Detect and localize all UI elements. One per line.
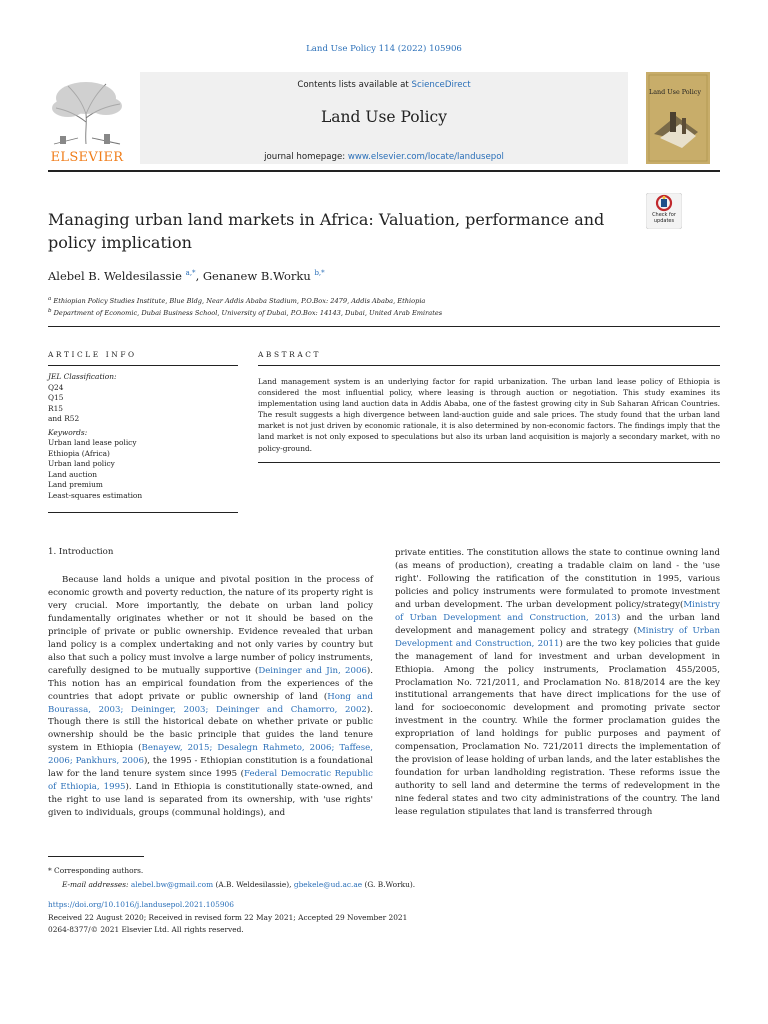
article-info-heading: ARTICLE INFO [48, 350, 137, 359]
affiliation-b [48, 308, 442, 317]
check-for-updates-line2: updates [653, 217, 675, 224]
citation-link[interactable]: Deininger and Jin, 2006 [258, 665, 367, 676]
contents-prefix: Contents lists available at [297, 80, 412, 90]
article-info-list [48, 372, 142, 501]
body-text: private entities. The constitution allows the state to continue owning land (as means of production), creating a tradable claim on land - the 'use right'. Following the ratification of the constitution in 1995, various policies and policy instruments were formulated to promote investment and urban development. The urban development policy/strategy( [395, 548, 720, 610]
journal-title: Land Use Policy [321, 108, 447, 126]
corresponding-author-note: * Corresponding authors. [48, 866, 144, 875]
affiliation-a-text: Ethiopian Policy Studies Institute, Blue Bldg, Near Addis Ababa Stadium, P.O.Box: 2479, Addis Ababa, Ethiopia [53, 297, 426, 305]
affiliation-a [48, 296, 425, 305]
body-text: ). Though there is still the historical debate on whether private or public ownership should be the basic principle that guides the land tenure system in Ethiopia ( [48, 704, 373, 754]
doi-link[interactable]: https://doi.org/10.1016/j.landusepol.2021.105906 [48, 900, 234, 909]
abstract-text: Land management system is an underlying factor for rapid urbanization. The urban land lease policy of Ethiopia is considered the most influential policy, where leasing is through auction or negotiation. This study examines its implementation using land auction data in Addis Ababa, one of the fastest growing city in Sub Saharan African Countries. The result suggests a high divergence between land-auction guide and sale prices. The study found that the urban land market is not just driven by economic rationale, it is also determined by non-economic factors. The findings imply that the land market is not only exposed to speculations but also its urban land acquisition is majorly a secondary market, with no policy-ground. [258, 377, 720, 453]
email-label: E-mail addresses: [62, 880, 131, 889]
cover-title: Land Use Policy [649, 88, 701, 96]
keyword: Ethiopia (Africa) [48, 448, 110, 458]
author-separator: , [195, 269, 203, 283]
check-for-updates-line1: Check for [652, 212, 676, 218]
author-list [48, 269, 325, 283]
abstract-heading: ABSTRACT [258, 350, 322, 359]
section-heading-introduction: 1. Introduction [48, 547, 114, 557]
citation-link[interactable]: Ministry of Urban Development and Construction, 2013 [395, 599, 720, 623]
body-text: ). Land in Ethiopia is constitutionally state-owned, and the right to use land is separated from its ownership, with 'use rights' given to individuals, groups (communal holdings), and [48, 782, 373, 819]
email-addresses [48, 880, 415, 889]
email-link-2[interactable]: gbekele@ud.ac.ae [293, 880, 363, 889]
article-title: Managing urban land markets in Africa: Valuation, performance and policy implication [48, 210, 605, 252]
citation-link[interactable]: Ministry of Urban Development and Construction, 2011 [395, 625, 720, 649]
jel-code: Q24 [48, 382, 64, 392]
received-dates: Received 22 August 2020; Received in revised form 22 May 2021; Accepted 29 November 2021 [48, 913, 408, 922]
homepage-line [140, 152, 628, 162]
author-2-affiliation-mark[interactable]: b,* [314, 269, 325, 277]
jel-code: and R52 [48, 414, 80, 423]
affiliation-rule [48, 326, 720, 327]
body-column-left [48, 574, 373, 820]
jel-code: R15 [48, 403, 63, 413]
body-column-right [395, 547, 720, 819]
keyword: Urban land policy [48, 459, 115, 468]
journal-cover-image[interactable] [646, 72, 710, 164]
sciencedirect-link[interactable]: ScienceDirect [411, 80, 471, 90]
citation-link[interactable]: Hong and Bourassa, 2003; Deininger, 2003; Deininger and Chamorro, 2002 [48, 691, 373, 715]
keyword: Land premium [48, 480, 103, 489]
author-2: Genanew B.Worku [202, 269, 311, 283]
contents-line [140, 80, 628, 90]
homepage-link[interactable]: www.elsevier.com/locate/landusepol [347, 152, 504, 162]
email-owner-1: (A.B. Weldesilassie), [213, 880, 294, 889]
body-text: ), the 1995 - Ethiopian constitution is a foundational law for the land tenure system since 1995 ( [48, 756, 373, 780]
citation-link[interactable]: Benayew, 2015; Desalegn Rahmeto, 2006; Taffese, 2006; Pankhurs, 2006 [48, 743, 373, 767]
check-for-updates-label [646, 213, 682, 224]
footnote-rule [48, 856, 144, 857]
body-text: ). This notion has an empirical foundation from the experiences of the countries that adopt private or public ownership of land ( [48, 665, 373, 702]
affiliation-b-mark: b [48, 308, 52, 314]
body-text: ) are the two key policies that guide the management of land for investment and urban development in Ethiopia. Among the policy instruments, Proclamation 455/2005, Proclamation No. 721/2011, and Proclamation No. 818/2014 are the key institutional arrangements that have direct implications for the use of land for socioeconomic development and promoting private sector investment in the country. While the former proclamation guides the expropriation of land holdings for public purposes and payment of compensation, Proclamation No. 721/2011 directs the implementation of the provision of lease holding of urban lands, and the later establishes the foundation for urban landholding registration. These reforms issue the authority to sell land and determine the terms of redevelopment in the nine federal states and two city administrations of the country. The land lease regulation stipulates that land is transferred through [395, 638, 720, 818]
homepage-prefix: journal homepage: [264, 152, 348, 162]
email-link-1[interactable]: alebel.bw@gmail.com [130, 880, 214, 889]
author-1: Alebel B. Weldesilassie [48, 269, 182, 283]
keyword: Urban land lease policy [48, 438, 137, 447]
article-info-rule [48, 365, 238, 366]
abstract-bottom-rule [258, 462, 720, 463]
keywords-label: Keywords: [48, 427, 88, 437]
article-info-bottom-rule [48, 512, 238, 513]
cover-artwork [646, 72, 710, 164]
affiliation-a-mark: a [48, 296, 52, 302]
email-owner-2: (G. B.Worku). [362, 880, 416, 889]
author-1-affiliation-mark[interactable]: a,* [185, 269, 196, 277]
affiliation-b-text: Department of Economic, Dubai Business School, University of Dubai, P.O.Box: 14143, Dubai, United Arab Emirates [53, 309, 443, 317]
jel-code: Q15 [48, 393, 64, 402]
journal-reference[interactable]: Land Use Policy 114 (2022) 105906 [306, 44, 462, 54]
body-text: ) and the urban land development and management policy and strategy ( [395, 612, 720, 636]
elsevier-wordmark: ELSEVIER [50, 150, 124, 165]
abstract-rule [258, 365, 720, 366]
citation-link[interactable]: Federal Democratic Republic of Ethiopia, 1995 [48, 769, 373, 793]
header-rule [48, 170, 720, 172]
jel-label: JEL Classification: [48, 372, 117, 381]
keyword: Least-squares estimation [48, 490, 143, 500]
keyword: Land auction [48, 469, 98, 479]
issn-copyright: 0264-8377/© 2021 Elsevier Ltd. All rights reserved. [48, 925, 244, 934]
body-text: Because land holds a unique and pivotal position in the process of economic growth and poverty reduction, the nature of its property right is very crucial. More importantly, the debate on urban land policy fundamentally originates whether or not it should be based on the principle of private or public ownership. Evidence revealed that urban land policy is a complex undertaking and not only varies by country but also that such a policy must involve a large number of policy instruments, carefully designed to be mutually supportive ( [48, 575, 373, 676]
